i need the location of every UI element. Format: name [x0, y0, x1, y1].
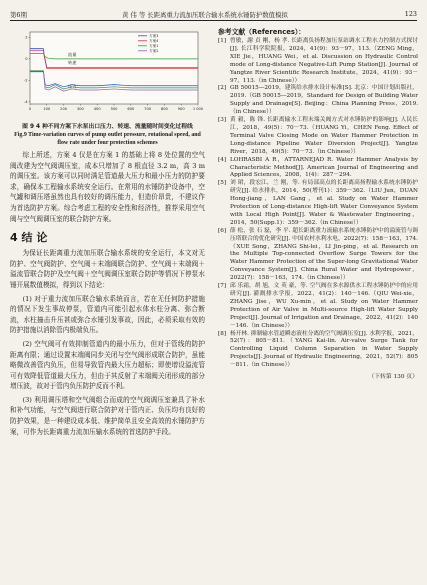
conclusion-paragraphs	[10, 248, 205, 437]
references-title: 参考文献（References）：	[218, 28, 306, 36]
running-title: 黄 伟 等 长距离重力流加压联合输水系统水锤防护数值模拟	[122, 11, 288, 19]
y-tick-label: -2	[23, 78, 28, 83]
plot-area	[30, 32, 198, 104]
reference-item	[218, 331, 418, 371]
x-tick-label: 700	[144, 107, 152, 111]
chart-annotation: 压力	[68, 84, 77, 89]
reference-number: [4]	[218, 156, 227, 163]
legend-label: 方案3	[149, 34, 159, 38]
legend-label: 方案2	[149, 49, 159, 53]
section-heading-conclusion: 4 结 论	[10, 231, 48, 245]
right-column	[218, 26, 418, 380]
reference-text: 曾敏，謝 貞 剛，杨 孝. 长距离负扬程加压泵站调水工程水力控制方式探讨[J]. 长江科学院院报，2024，41(9)：93－97，113.（ZENG Ming，XIE Jie，HUANG Wei，et al. Discussion on Hydraulic Control mode of Long-distance Negative-Lift Pump Station[J]. Journal of Yangtze River Scientific Research Institute，2024，41(9)：93－97，113.（in Chinese））	[230, 38, 418, 84]
legend-label: 方案1	[149, 44, 159, 48]
x-tick-label: 400	[93, 107, 101, 111]
reference-number: [6]	[218, 227, 227, 234]
conclusion-paragraph: (1) 对于重力流加压联合输水系统而言，若在无任何防护措施的情况下发生事故停泵，管道内可能引起水体水柱分离、弥合断流，水柱撞击升压甚或弥合水锤引发事故，因此，必须采取有效的防护措施以消除管内极端负压。	[10, 294, 205, 335]
x-tick-label: 500	[110, 107, 118, 111]
x-tick-label: 800	[160, 107, 168, 111]
conclusion-paragraph: 为保证长距离重力流加压联合输水系统的安全运行，本文对无防护、空气阀防护、空气阀＋末端阀联合防护、空气阀＋末端阀＋溢流管联合防护及空气阀＋空气阀调压室联合防护等情况下停泵水锤开展数值模拟，得到以下结论：	[10, 249, 205, 289]
reference-text: 薛 松，张 石 磊，李 平. 超长距离重力流输水系统水锤防护中的溢流管与调压塔联合的优化研究[J]. 中国农村水利水电，2022(7)：158－163，174.（XUE Song，ZHANG Shi-lei，LI Jin-ping，et al. Research on the Multiple Top-connected Overflow Surge Towers for the Water Hammer Protection of the Super-long Gravitational Water Conveyance System[J]. China Rural Water and Hydropower，2022(7)：158－163，174.（in Chinese））	[230, 227, 418, 282]
figure-9-chart	[10, 26, 205, 118]
page-number: 123	[404, 10, 417, 18]
figure-caption-cn: 图 9 4 种不同方案下水泵出口压力、转速、流量随时间变化过程线	[22, 124, 193, 130]
reference-text: 刘 珺，段宏江，兰 刚，等. 有局部高点的长距离高扬程输水系统水锤防护研究[J]. 给水排水，2014，50(增刊1)：359－362.（LIU Jun，DUAN Hong-jiang，LAN Gang，et al. Study on Water Hammer Protection of Long-distance High-lift Water Conveyance System with Local High Point[J]. Water & Wastewater Engineering，2014，50(Supp.1)：359－362.（in Chinese））	[230, 180, 418, 226]
reference-number: [1]	[218, 38, 227, 44]
reference-item	[218, 283, 418, 330]
legend-label: 方案4	[149, 39, 159, 43]
y-tick-label: 2	[25, 35, 28, 40]
reference-number: [2]	[218, 85, 227, 92]
chart-annotation: 流量	[68, 52, 77, 57]
header-rule	[10, 20, 417, 21]
x-tick-label: 600	[127, 107, 135, 111]
reference-text: 杨开林. 抑制输水管道瞬态液柱分离的空气阀调压室[J]. 水利学报，2021，52(7)：805－811.（YANG Kai-lin. Air-valve Surge Tank for Controlling Liquid Column Separation in Water Supply Projects[J]. Journal of Hydraulic Engineering，2021，52(7)：805－811.（in Chinese））	[230, 330, 418, 369]
left-paragraphs	[10, 150, 205, 224]
x-tick-label: 100	[43, 107, 51, 111]
figure-caption	[10, 123, 205, 147]
y-tick-label: -4	[23, 100, 28, 105]
reference-item	[218, 85, 418, 117]
body-paragraph: 综上所述，方案 4 仅是在方案 1 的基础上将 8 处位置的空气阀改建为空气阀调压室，成本只增加了 8 根直径 3.2 m，高 3 m 的调压室。该方案可以同时满足管道最大压力和最小压力的防护要求，确保本工程输水系统安全运行。在常用的水锤防护设备中，空气罐和调压塔虽然也具有较好的调压能力，但造价昂贵，不建议作为首选防护方案。综合考虑工程的安全性和经济性，推荐采用空气阀与空气阀调压室的联合防护方案。	[10, 151, 205, 223]
y-tick-label: 0	[25, 57, 28, 62]
reference-number: [5]	[218, 180, 227, 187]
chart-annotation: 转速	[68, 60, 77, 65]
reference-list	[218, 38, 418, 370]
reference-item	[218, 180, 418, 227]
reference-item	[218, 157, 418, 181]
running-header	[10, 7, 417, 21]
figure-caption-en: Fig.9 Time-variation curves of pump outlet pressure, rotational speed, and flow rate under four protection schemes	[14, 132, 201, 146]
issue-label: 第6期	[10, 11, 27, 19]
x-tick-label: 200	[60, 107, 68, 111]
x-tick-label: 900	[177, 107, 185, 111]
reference-text: 黄 毅，陈 锋. 长距离输水工程末端关阀方式对水锤防护的影响[J]. 人民长江，2018，49(5)：70－73.（HUANG Yi，CHEN Feng. Effect of Terminal Valve Closing Mode on Water Hammer Protection in Long-distance Pipeline Water Diversion Project[J]. Yangtze River，2018，49(5)：70－73.（in Chinese））	[230, 117, 418, 155]
reference-text: 邱 乐霜，胡 旭，文 英 豪，等. 空气阀在多水源供水工程水锤防护中的应用研究[J]. 灌溉排水学报，2022，41(2)：140－146.（QIU Wei-xie，ZHANG Jise，WU Xu-min，et al. Study on Water Hammer Protection of Air Valve in Multi-source High-lift Water Supply Project[J]. Journal of Irrigation and Drainage，2022，41(2)：140－146.（in Chinese））	[230, 283, 418, 329]
reference-number: [7]	[218, 283, 227, 290]
reference-number: [8]	[218, 330, 227, 337]
continued-note: （下转第 130 页）	[368, 374, 418, 381]
reference-number: [3]	[218, 117, 227, 124]
reference-item	[218, 117, 418, 157]
x-tick-label: 300	[76, 107, 84, 111]
conclusion-paragraph: (3) 利用调压塔和空气阀组合而成的空气阀调压室兼具了补水和补气功能，与空气阀进行联合防护对于管内正、负压均有良好的防护效果，是一种建设成本低、维护简单且安全高效的水锤防护方案，可作为长距离重力流加压输水系统的首选防护手段。	[10, 395, 205, 436]
reference-item	[218, 228, 418, 283]
left-column	[10, 26, 205, 437]
reference-text: GB 50015—2019，建筑给水排水设计标准[S]. 北京：中国计划出版社，2019.（GB 50015—2019，Standard for Design of Building Water Supply and Drainage[S]. Beijing：China Planning Press，2019.（in Chinese））	[230, 85, 418, 116]
x-tick-label: 0	[28, 107, 32, 111]
x-tick-label: 1 000	[192, 107, 204, 111]
reference-item	[218, 38, 418, 85]
conclusion-paragraph: (2) 空气阀可有效抑制管道内的最小压力，但对于管线的防护距离有限；通过设置末端阀同步关闭与空气阀形成联合防护，虽能略微改善管内负压，但易导致管内最大压力超标；即使增设溢流管可有效降低管道最大压力，但由于其反射了末端阀关闭形成的部分增压波，故对于管内负压防护反而不利。	[10, 339, 205, 391]
reference-text: LOHRASBI A R，ATTARNEJAD R. Water Hammer Analysis by Characteristic Method[J]. American Journal of Engineering and Applied Sciences，2008，1(4)：287－294.	[230, 156, 418, 179]
